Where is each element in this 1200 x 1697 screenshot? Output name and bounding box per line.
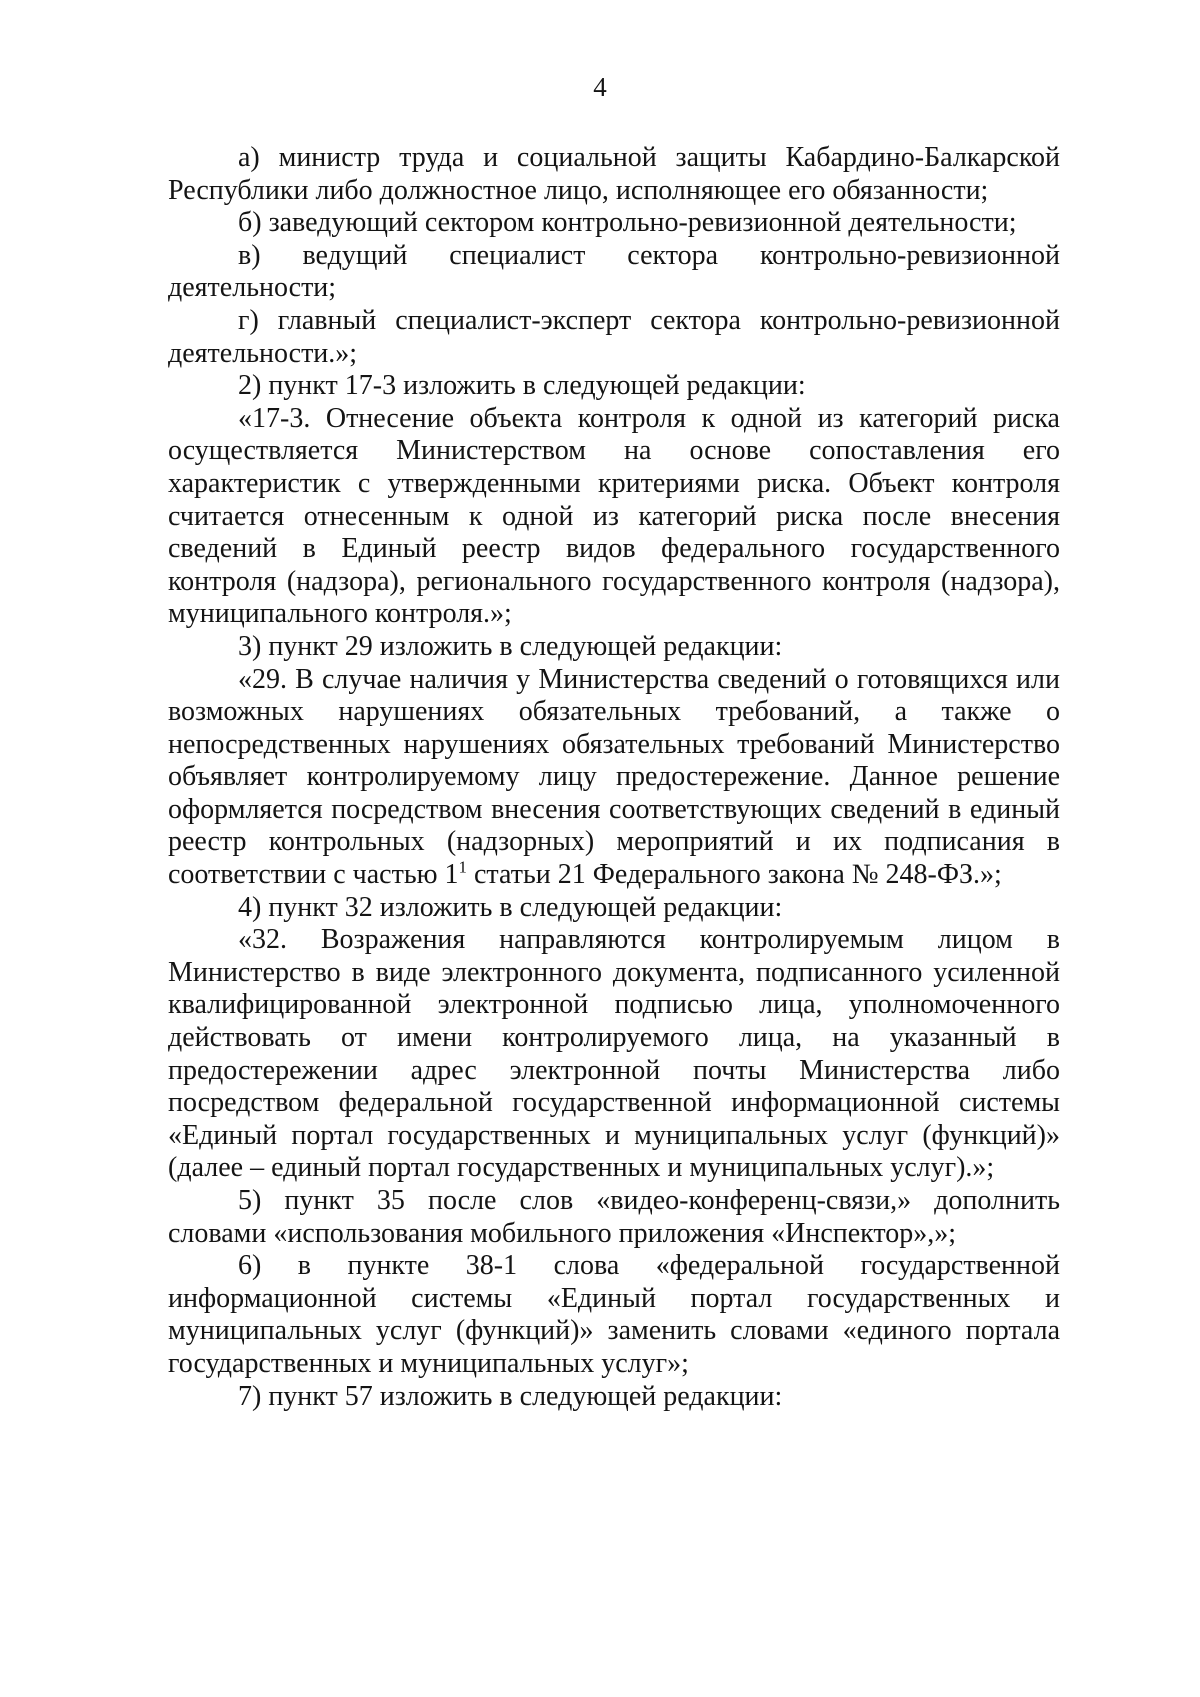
clause-29	[168, 664, 1060, 892]
item-7: 7) пункт 57 изложить в следующей редакции:	[238, 1380, 783, 1412]
item-4: 4) пункт 32 изложить в следующей редакции:	[238, 891, 783, 923]
paragraph-b: б) заведующий сектором контрольно-ревизионной деятельности;	[238, 207, 1017, 239]
item-5: 5) пункт 35 после слов «видео-конференц-связи,» дополнить словами «использования мобильного приложения «Инспектор»,»;	[168, 1185, 1060, 1249]
clause-32: «32. Возражения направляются контролируемым лицом в Министерство в виде электронного документа, подписанного усиленной квалифицированной электронной подписью лица, уполномоченного действовать от имени контролируемого лица, на указанный в предостережении адрес электронной почты Министерства либо посредством федеральной государственной информационной системы «Единый портал государственных и муниципальных услуг (функций)» (далее – единый портал государственных и муниципальных услуг).»;	[168, 924, 1060, 1184]
item-2: 2) пункт 17-3 изложить в следующей редакции:	[238, 370, 806, 402]
document-body	[168, 142, 1060, 1413]
paragraph-v: в) ведущий специалист сектора контрольно-ревизионной деятельности;	[168, 239, 1060, 304]
item-3: 3) пункт 29 изложить в следующей редакции:	[238, 630, 783, 662]
item-6: 6) в пункте 38-1 слова «федеральной государственной информационной системы «Единый портал государственных и муниципальных услуг (функций)» заменить словами «единого портала государственных и муниципальных услуг»;	[168, 1250, 1060, 1379]
clause-17-3: «17-3. Отнесение объекта контроля к одной из категорий риска осуществляется Министерством на основе сопоставления его характеристик с утвержденными критериями риска. Объект контроля считается отнесенным к одной из категорий риска после внесения сведений в Единый реестр видов федерального государственного контроля (надзора), регионального государственного контроля (надзора), муниципального контроля.»;	[168, 402, 1060, 630]
paragraph-a: а) министр труда и социальной защиты Кабардино-Балкарской Республики либо должностное лицо, исполняющее его обязанности;	[168, 142, 1060, 206]
paragraph-g: г) главный специалист-эксперт сектора контрольно-ревизионной деятельности.»;	[168, 304, 1060, 369]
superscript: 1	[458, 857, 467, 877]
page-number: 4	[593, 72, 607, 102]
clause-29-text: «29. В случае наличия у Министерства сведений о готовящихся или возможных нарушениях обязательных требований, а также о непосредственных нарушениях обязательных требований Министерство объявляет контролируемому лицу предостережение. Данное решение оформляется посредством внесения соответствующих сведений в единый реестр контрольных (надзорных) мероприятий и их подписания в соответствии с частью 1	[168, 663, 1060, 891]
clause-29-text-end: статьи 21 Федерального закона № 248-ФЗ.»;	[467, 859, 1002, 891]
